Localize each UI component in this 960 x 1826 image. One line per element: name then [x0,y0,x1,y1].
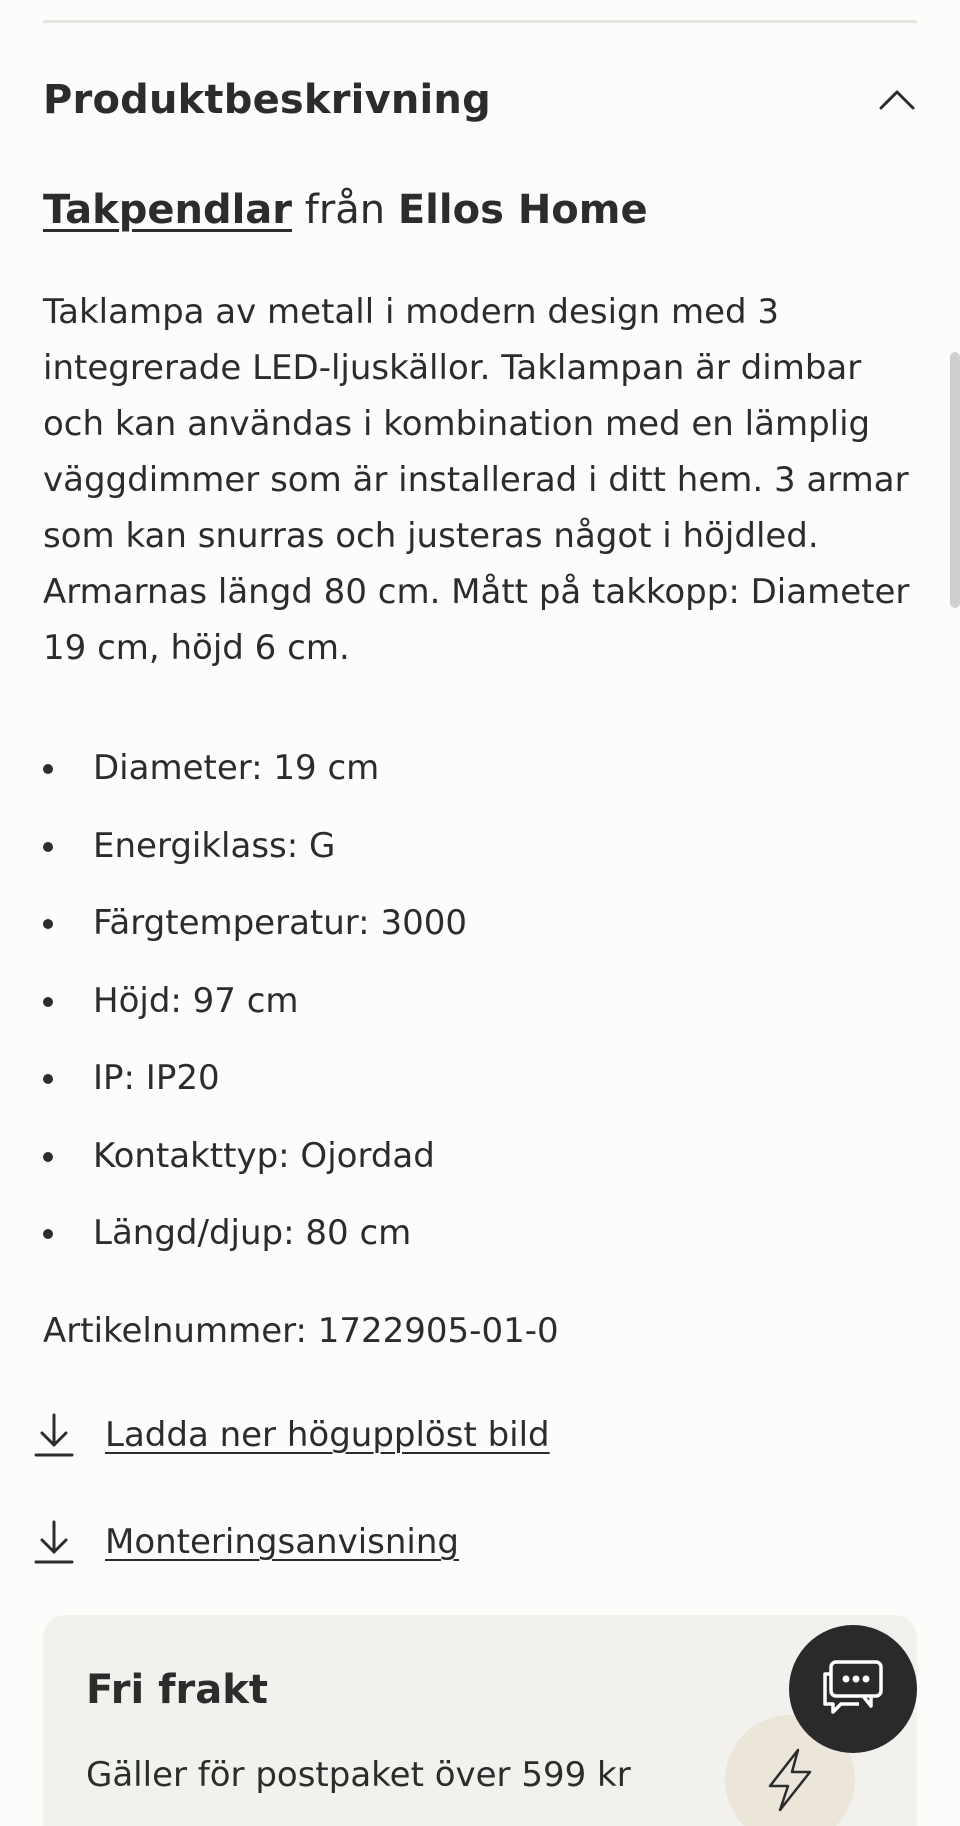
brand-line [43,180,648,240]
spec-text: IP: IP20 [93,1058,220,1098]
shipping-subtitle: Gäller för postpaket över 599 kr [86,1755,631,1795]
product-description-text: Taklampa av metall i modern design med 3 integrerade LED-ljuskällor. Taklampan är dimbar och kan användas i kombination med en lämplig väggdimmer som är installerad i ditt hem. 3 armar som kan snurras och justeras något i höjdled. Armarnas längd 80 cm. Mått på takkopp: Diameter 19 cm, höjd 6 cm. [43,292,910,668]
bullet [43,764,53,774]
top-divider [43,20,917,23]
spec-text: Diameter: 19 cm [93,748,380,788]
spec-item [43,740,917,818]
free-shipping-card [43,1615,917,1826]
spec-item [43,973,917,1051]
section-title: Produktbeskrivning [43,77,491,123]
category-link[interactable]: Takpendlar [43,187,293,233]
brand-name: Ellos Home [397,187,648,233]
spec-text: Längd/djup: 80 cm [93,1213,412,1253]
spec-item [43,818,917,896]
chat-button[interactable] [789,1625,917,1753]
spec-list [43,740,917,1283]
article-number: Artikelnummer: 1722905-01-0 [43,1311,559,1351]
spec-text: Energiklass: G [93,825,336,866]
download-mounting-instructions-label[interactable]: Monteringsanvisning [105,1522,459,1562]
scrollbar-thumb[interactable] [950,352,960,608]
spec-item [43,1050,917,1128]
bullet [43,842,53,852]
download-high-res-image-link[interactable] [34,1407,550,1463]
shipping-title: Fri frakt [86,1667,268,1713]
bullet [43,919,53,929]
bullet [43,1152,53,1162]
spec-item [43,1205,917,1283]
brand-connector: från [292,187,398,233]
product-description-header[interactable] [43,68,917,132]
download-icon [34,1413,74,1457]
download-mounting-instructions-link[interactable] [34,1514,459,1570]
bullet [43,1074,53,1084]
chevron-up-icon[interactable] [877,80,917,120]
spec-item [43,1128,917,1206]
spec-item [43,895,917,973]
bullet [43,1229,53,1239]
spec-text: Kontakttyp: Ojordad [93,1135,435,1176]
spec-text: Färgtemperatur: 3000 [93,903,467,943]
spec-text: Höjd: 97 cm [93,980,299,1021]
download-high-res-image-label[interactable]: Ladda ner högupplöst bild [105,1415,550,1455]
download-icon [34,1520,74,1564]
chat-bubble-icon [819,1658,887,1720]
bullet [43,997,53,1007]
